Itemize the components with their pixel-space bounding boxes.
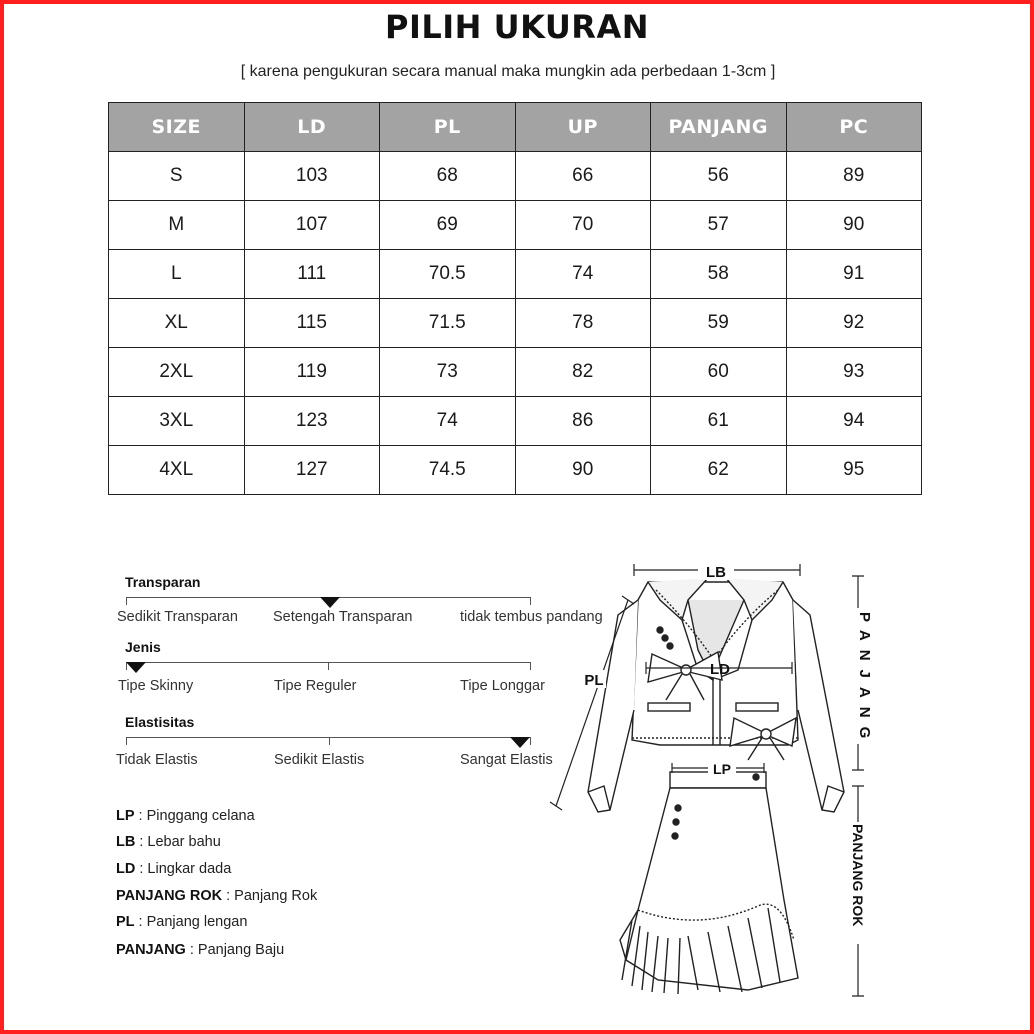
legend-abbr: PL: [116, 914, 135, 930]
table-row: [109, 397, 922, 446]
scale-label: Sedikit Elastis: [274, 752, 365, 768]
cell-size: L: [109, 250, 245, 299]
scale-label: Tipe Reguler: [274, 678, 357, 694]
size-chart-table: [108, 102, 922, 495]
scale-label: tidak tembus pandang: [460, 609, 603, 625]
cell-panjang: 62: [651, 446, 787, 495]
cell-ld: 123: [244, 397, 380, 446]
elastisitas-selected-marker: [510, 737, 530, 748]
scale-tick: [530, 597, 531, 605]
cell-size: XL: [109, 299, 245, 348]
legend-desc: : Pinggang celana: [134, 808, 255, 824]
cell-pc: 95: [786, 446, 922, 495]
legend-desc: : Panjang lengan: [134, 914, 248, 930]
scale-tick: [126, 737, 127, 745]
cell-panjang: 57: [651, 201, 787, 250]
scale-tick: [530, 662, 531, 670]
scale-label: Setengah Transparan: [273, 609, 413, 625]
cell-pc: 92: [786, 299, 922, 348]
cell-size: S: [109, 152, 245, 201]
table-row: [109, 250, 922, 299]
header-ld: LD: [244, 103, 380, 152]
legend-item: [116, 914, 247, 930]
cell-ld: 111: [244, 250, 380, 299]
cell-size: M: [109, 201, 245, 250]
header-panjang: PANJANG: [651, 103, 787, 152]
cell-ld: 119: [244, 348, 380, 397]
scale-label: Sedikit Transparan: [117, 609, 238, 625]
scale-tick: [329, 737, 330, 745]
cell-pc: 89: [786, 152, 922, 201]
cell-pl: 74.5: [380, 446, 516, 495]
table-header-row: [109, 103, 922, 152]
page-title: PILIH UKURAN: [385, 8, 649, 46]
scale-tick: [126, 597, 127, 605]
scale-label: Tipe Skinny: [118, 678, 194, 694]
cell-up: 74: [515, 250, 651, 299]
cell-ld: 107: [244, 201, 380, 250]
jenis-selected-marker: [126, 662, 146, 673]
header-up: UP: [515, 103, 651, 152]
cell-pl: 68: [380, 152, 516, 201]
garment-measurement-diagram: [548, 560, 878, 1010]
cell-pc: 94: [786, 397, 922, 446]
label-panjang: PANJANG: [856, 612, 873, 748]
cell-ld: 127: [244, 446, 380, 495]
cell-size: 3XL: [109, 397, 245, 446]
legend-item: [116, 861, 231, 877]
cell-up: 70: [515, 201, 651, 250]
legend-item: [116, 942, 284, 958]
table-row: [109, 446, 922, 495]
elastisitas-scale-line: [126, 737, 530, 738]
legend-item: [116, 808, 255, 824]
legend-abbr: LB: [116, 834, 136, 850]
cell-up: 86: [515, 397, 651, 446]
cell-pc: 91: [786, 250, 922, 299]
cell-pl: 71.5: [380, 299, 516, 348]
skirt-illustration: [620, 772, 798, 994]
table-row: [109, 152, 922, 201]
measurement-note: [ karena pengukuran secara manual maka mungkin ada perbedaan 1-3cm ]: [240, 63, 776, 80]
cell-ld: 115: [244, 299, 380, 348]
legend-abbr: LP: [116, 808, 135, 824]
cell-pc: 90: [786, 201, 922, 250]
label-lp: LP: [713, 761, 731, 777]
legend-abbr: PANJANG ROK: [116, 888, 223, 904]
label-pl: PL: [584, 672, 604, 689]
cell-up: 78: [515, 299, 651, 348]
cell-ld: 103: [244, 152, 380, 201]
scale-tick: [530, 737, 531, 745]
legend-desc: : Lebar bahu: [135, 834, 221, 850]
jenis-scale-title: Jenis: [125, 639, 161, 655]
legend-item: [116, 888, 317, 904]
cell-panjang: 56: [651, 152, 787, 201]
table-row: [109, 299, 922, 348]
cell-panjang: 60: [651, 348, 787, 397]
header-size: SIZE: [109, 103, 245, 152]
cell-up: 66: [515, 152, 651, 201]
cell-panjang: 59: [651, 299, 787, 348]
legend-item: [116, 834, 221, 850]
cell-up: 82: [515, 348, 651, 397]
scale-tick: [328, 662, 329, 670]
cell-pc: 93: [786, 348, 922, 397]
legend-desc: : Panjang Baju: [185, 942, 285, 958]
label-panjang-rok: PANJANG ROK: [850, 824, 866, 927]
header-pl: PL: [380, 103, 516, 152]
cell-pl: 69: [380, 201, 516, 250]
cell-size: 4XL: [109, 446, 245, 495]
cell-panjang: 61: [651, 397, 787, 446]
transparan-selected-marker: [320, 597, 340, 608]
table-row: [109, 201, 922, 250]
legend-desc: : Lingkar dada: [135, 861, 232, 877]
cell-up: 90: [515, 446, 651, 495]
cell-pl: 74: [380, 397, 516, 446]
cell-pl: 73: [380, 348, 516, 397]
scale-label: Sangat Elastis: [460, 752, 553, 768]
header-pc: PC: [786, 103, 922, 152]
scale-label: Tidak Elastis: [116, 752, 198, 768]
elastisitas-scale-title: Elastisitas: [125, 714, 195, 730]
cell-panjang: 58: [651, 250, 787, 299]
label-lb: LB: [706, 564, 726, 581]
legend-abbr: LD: [116, 861, 136, 877]
legend-desc: : Panjang Rok: [222, 888, 318, 904]
scale-label: Tipe Longgar: [460, 678, 545, 694]
legend-abbr: PANJANG: [116, 942, 186, 958]
transparan-scale-title: Transparan: [125, 574, 201, 590]
cell-size: 2XL: [109, 348, 245, 397]
cell-pl: 70.5: [380, 250, 516, 299]
label-ld: LD: [710, 661, 730, 678]
table-row: [109, 348, 922, 397]
